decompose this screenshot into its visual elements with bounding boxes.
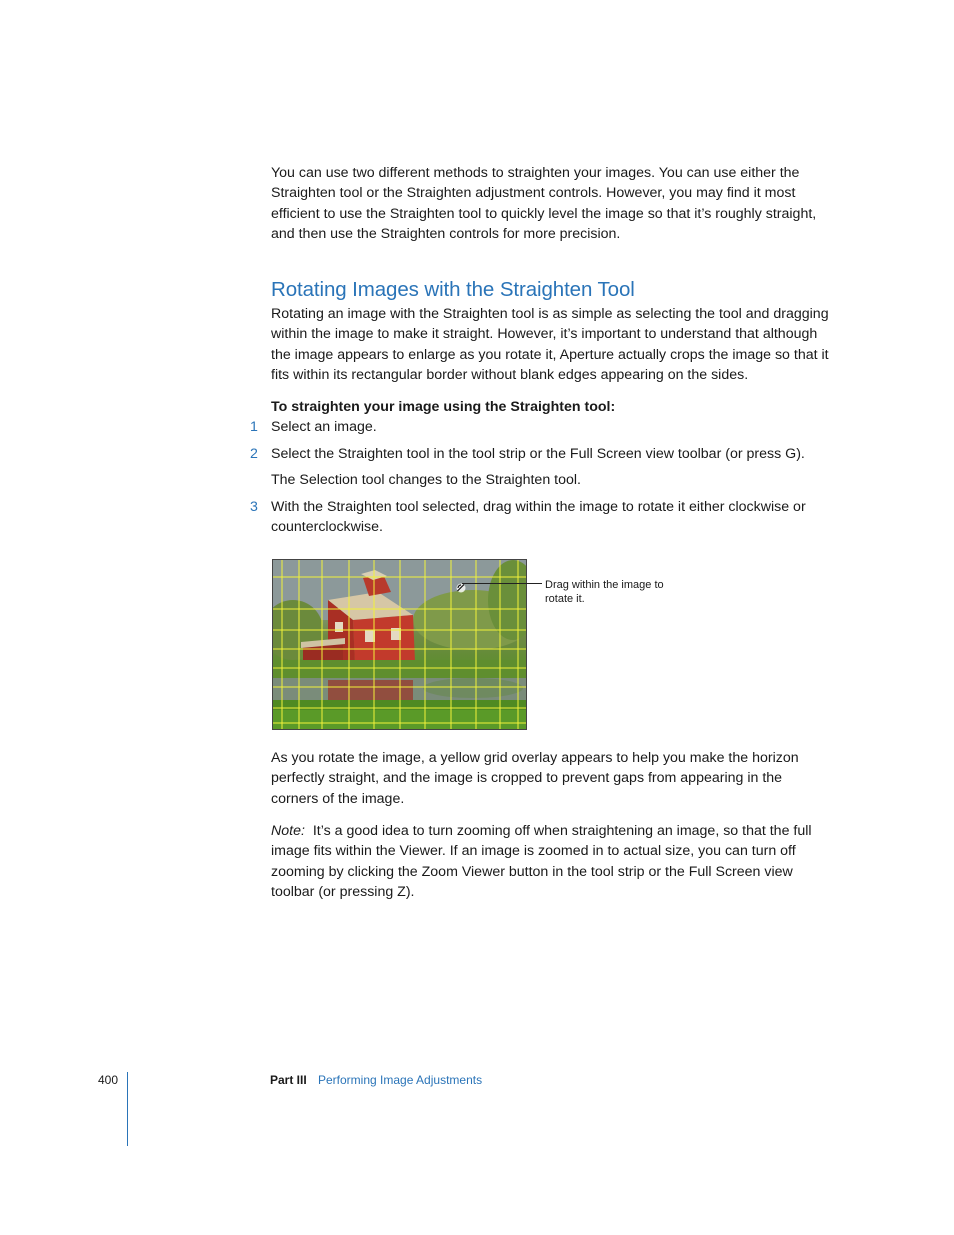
barn-photo [273,560,526,729]
page-number: 400 [98,1073,119,1087]
step-text: Select the Straighten tool in the tool strip or the Full Screen view toolbar (or press G). [271,446,805,462]
section-heading: Rotating Images with the Straighten Tool [271,278,635,301]
footer-divider [127,1072,128,1146]
note-paragraph [271,821,831,902]
figure-callout: Drag within the image to rotate it. [545,579,664,605]
step-text: Select an image. [271,419,377,435]
task-title: To straighten your image using the Straighten tool: [271,399,616,415]
barn-photo-figure [272,559,527,730]
straighten-cursor-icon [457,584,466,593]
note-label: Note: [271,823,305,839]
step-number: 1 [250,419,258,435]
step-number: 3 [250,499,258,515]
section-paragraph: Rotating an image with the Straighten tool is as simple as selecting the tool and dragging within the image to make it straight. However, it’s important to understand that although the image appears to enlarge as you rotate it, Aperture actually crops the image so that it fits within its rectangular border without blank edges appearing on the sides. [271,306,829,383]
callout-leader-line [462,583,542,584]
footer-part: Part III [270,1073,307,1087]
note-text: It’s a good idea to turn zooming off when straightening an image, so that the full image fits within the Viewer. If an image is zoomed in to actual size, you can turn off zooming by clicking the Zoom Viewer button in the tool strip or the Full Screen view toolbar (or pressing Z). [271,823,812,900]
step-result: The Selection tool changes to the Straighten tool. [271,472,581,488]
step-text: With the Straighten tool selected, drag within the image to rotate it either clockwise or counterclockwise. [271,499,806,536]
footer-chapter: Performing Image Adjustments [318,1073,483,1087]
step-number: 2 [250,446,258,462]
after-figure-paragraph: As you rotate the image, a yellow grid overlay appears to help you make the horizon perfectly straight, and the image is cropped to prevent gaps from appearing in the corners of the image. [271,750,799,807]
intro-paragraph: You can use two different methods to straighten your images. You can use either the Straighten tool or the Straighten adjustment controls. However, you may find it most efficient to use the Straighten tool to quickly level the image so that it’s roughly straight, and then use the Straighten controls for more precision. [271,165,817,242]
